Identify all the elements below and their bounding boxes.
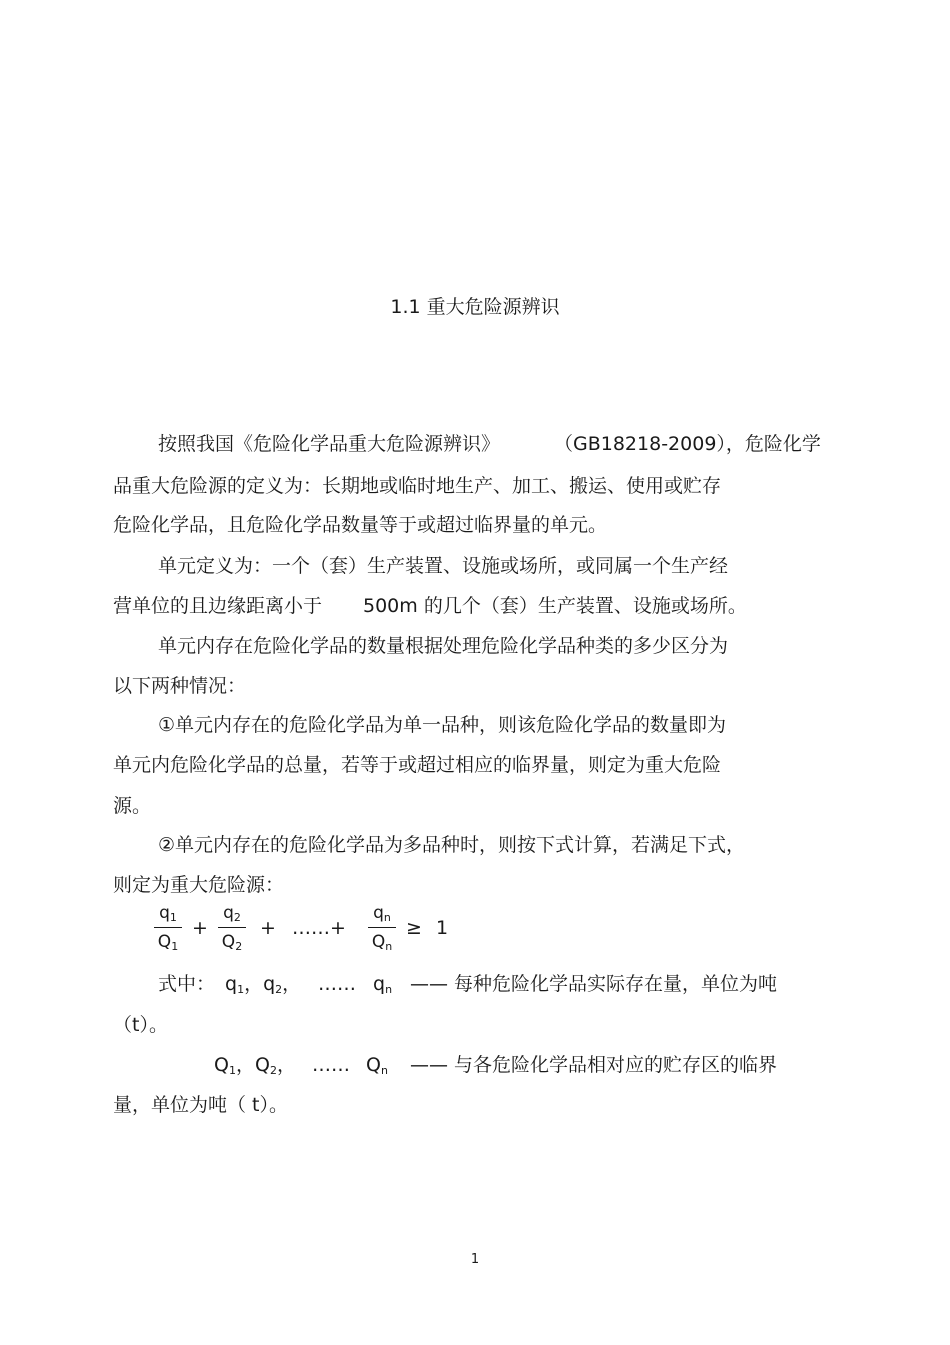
definition-vars: $q_1$，$q_2$，: [225, 973, 302, 996]
definition-cont: 量，单位为吨（ t）。: [113, 1094, 288, 1116]
paragraph-line: ②单元内存在的危险化学品为多品种时，则按下式计算，若满足下式，: [158, 834, 746, 856]
definition-text: —— 与各危险化学品相对应的贮存区的临界: [410, 1054, 778, 1076]
paragraph-line: 品重大危险源的定义为：长期地或临时地生产、加工、搬运、使用或贮存: [113, 475, 722, 497]
definition-vars: $Q_1$，$Q_2$，: [214, 1054, 296, 1077]
paragraph-line: 单元内存在危险化学品的数量根据处理危险化学品种类的多少区分为: [158, 635, 729, 657]
paragraph-line: 危险化学品，且危险化学品数量等于或超过临界量的单元。: [113, 514, 608, 536]
plus-sign: +: [260, 917, 276, 939]
paragraph-line: 营单位的且边缘距离小于: [113, 595, 323, 617]
definition-last-var: $q_n$: [373, 973, 393, 996]
definition-dots: ……: [318, 973, 356, 995]
plus-sign: +: [192, 917, 208, 939]
geq-sign: ≥: [406, 917, 422, 939]
paragraph-line: 以下两种情况：: [113, 675, 247, 697]
paragraph-line: 500m 的几个（套）生产装置、设施或场所。: [363, 595, 747, 617]
definition-cont: （t）。: [113, 1014, 168, 1036]
fraction-q1-Q1: $q_1$ $Q_1$: [150, 902, 186, 953]
formula-rhs: 1: [436, 917, 449, 939]
ellipsis-plus: ……+: [292, 917, 346, 939]
paragraph-line: 单元内危险化学品的总量，若等于或超过相应的临界量，则定为重大危险: [113, 754, 722, 776]
definition-text: —— 每种危险化学品实际存在量，单位为吨: [410, 973, 778, 995]
paragraph-line: 源。: [113, 795, 152, 817]
definition-last-var: $Q_n$: [366, 1054, 388, 1077]
fraction-qn-Qn: $q_n$ $Q_n$: [364, 902, 400, 953]
paragraph-line: ①单元内存在的危险化学品为单一品种，则该危险化学品的数量即为: [158, 714, 727, 736]
paragraph-line: 按照我国《危险化学品重大危险源辨识》: [158, 433, 501, 455]
definition-dots: ……: [312, 1054, 350, 1076]
section-title: 1.1 重大危险源辨识: [390, 296, 560, 318]
paragraph-line: 则定为重大危险源：: [113, 874, 285, 896]
page-number: 1: [470, 1252, 480, 1267]
paragraph-line: 单元定义为：一个（套）生产装置、设施或场所，或同属一个生产经: [158, 555, 729, 577]
fraction-q2-Q2: $q_2$ $Q_2$: [214, 902, 250, 953]
paragraph-line: （GB18218-2009），危险化学: [554, 433, 821, 455]
definition-label: 式中：: [158, 973, 216, 995]
